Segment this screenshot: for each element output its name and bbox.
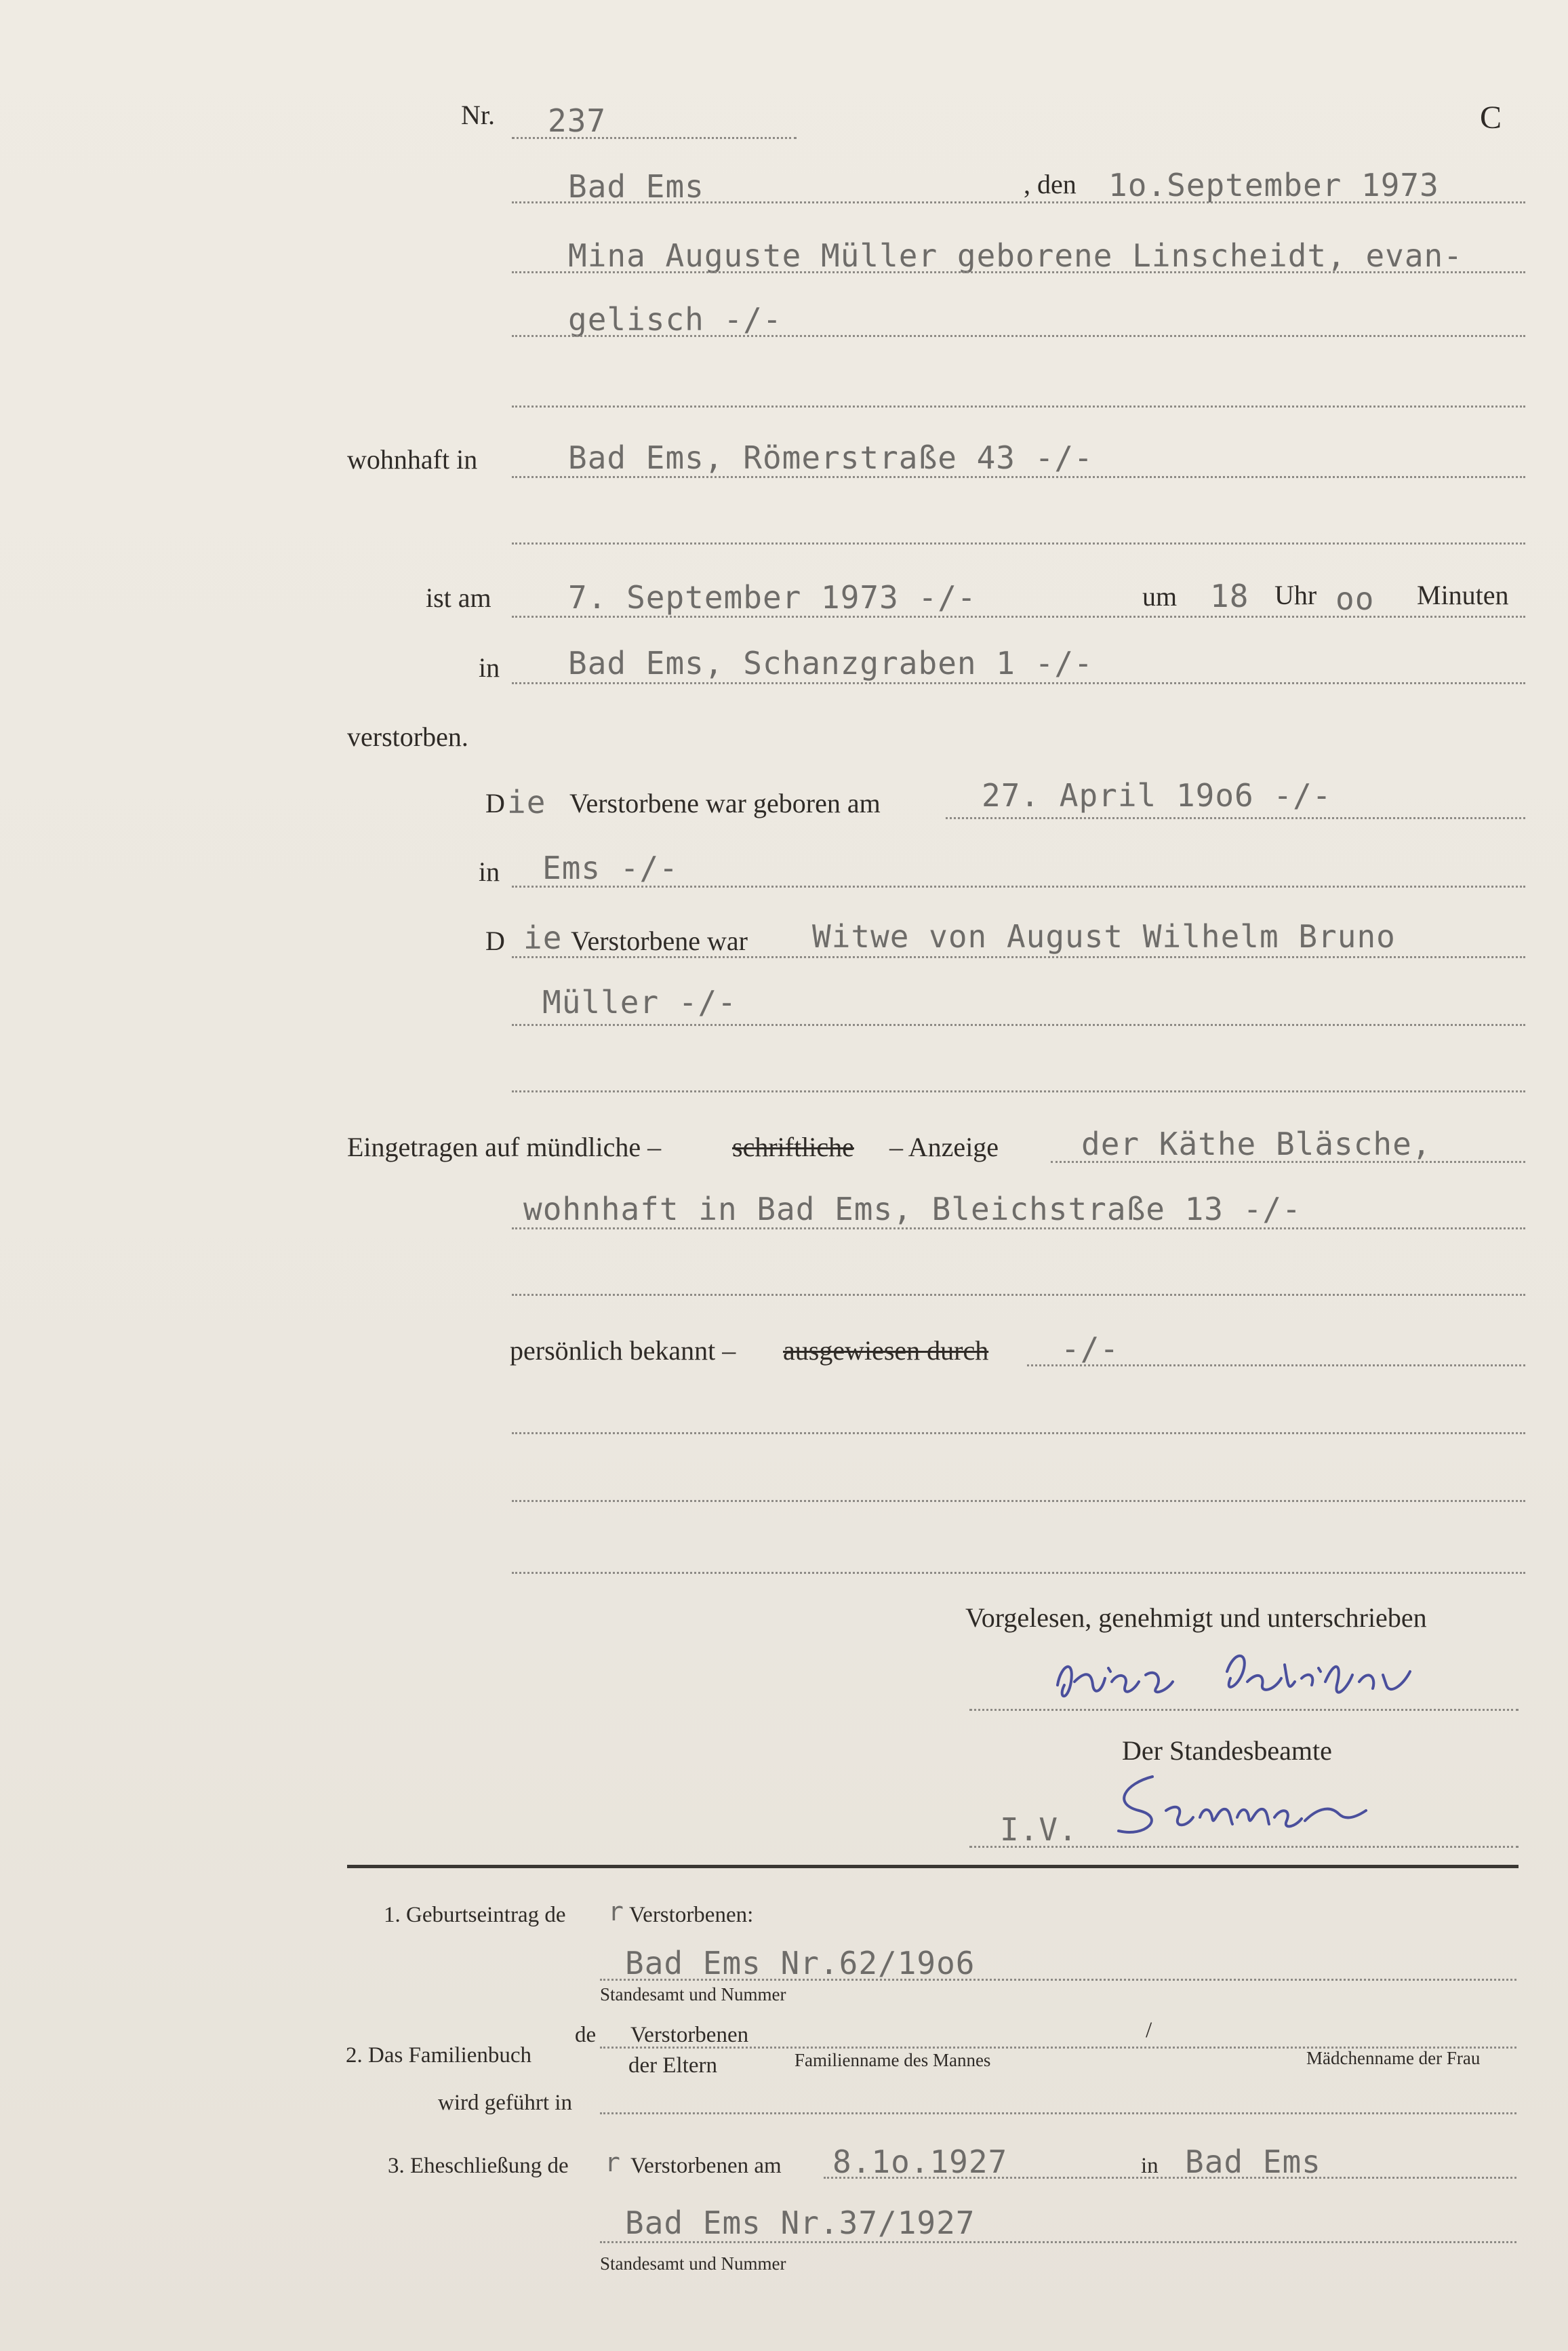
note2-label: 2. Das Familienbuch	[346, 2043, 532, 2068]
death-minutes: oo	[1335, 580, 1375, 617]
line-residence2	[512, 542, 1525, 545]
eingetragen-label: Eingetragen auf mündliche –	[347, 1132, 662, 1162]
line-deathplace	[512, 682, 1525, 684]
verstorben-label: verstorben.	[347, 722, 468, 752]
line-status1	[512, 956, 1525, 958]
line-note2b	[600, 2112, 1516, 2114]
marriage-date: 8.1o.1927	[832, 2143, 1008, 2180]
note2-eltern: der Eltern	[628, 2053, 718, 2078]
bekannt-value: -/-	[1061, 1330, 1120, 1367]
nr-line	[512, 137, 797, 139]
standesbeamte-label: Der Standesbeamte	[1122, 1735, 1332, 1766]
status-line2: Müller -/-	[542, 984, 737, 1021]
caption-standesamt-2: Standesamt und Nummer	[600, 2253, 786, 2274]
marriage-place: Bad Ems	[1185, 2143, 1321, 2180]
in-label: in	[479, 652, 500, 683]
informant-line2: wohnhaft in Bad Ems, Bleichstraße 13 -/-	[523, 1191, 1302, 1227]
line-blank3	[512, 1572, 1525, 1574]
d2-letter: D	[485, 926, 505, 956]
line-name2	[512, 335, 1525, 337]
war-label: Verstorbene war	[571, 926, 748, 956]
official-signature	[1098, 1763, 1451, 1851]
d1-suffix: ie	[507, 784, 546, 821]
line-blank1	[512, 1432, 1525, 1434]
line-note1	[600, 1979, 1516, 1981]
iv-label: I.V.	[1000, 1811, 1078, 1848]
marriage-register-value: Bad Ems Nr.37/1927	[625, 2205, 976, 2241]
line-place	[512, 201, 1525, 203]
line-deathdate	[512, 616, 1525, 618]
note1-label: 1. Geburtseintrag de	[384, 1903, 566, 1927]
line-status3	[512, 1090, 1525, 1092]
line-informant2	[512, 1227, 1525, 1229]
uhr-label: Uhr	[1274, 580, 1317, 610]
line-status2	[512, 1024, 1525, 1026]
line-blank2	[512, 1500, 1525, 1502]
caption-maedchenname: Mädchenname der Frau	[1306, 2048, 1481, 2068]
note3-suffix: r	[605, 2148, 621, 2177]
residence-value: Bad Ems, Römerstraße 43 -/-	[568, 439, 1093, 476]
den-label: , den	[1024, 169, 1077, 199]
d1-letter: D	[485, 788, 505, 818]
caption-standesamt-1: Standesamt und Nummer	[600, 1984, 786, 2004]
entry-place: Bad Ems	[568, 168, 704, 205]
birth-date: 27. April 19o6 -/-	[982, 777, 1332, 814]
nr-value: 237	[548, 102, 607, 139]
line-informant3	[512, 1294, 1525, 1296]
anzeige-label: – Anzeige	[889, 1132, 999, 1162]
line-bekannt	[1027, 1364, 1525, 1366]
deceased-name-line1: Mina Auguste Müller geborene Linscheidt, evan-	[568, 237, 1463, 274]
line-name1	[512, 271, 1525, 273]
line-informant1	[1051, 1161, 1525, 1163]
line-note3b	[600, 2241, 1516, 2243]
minuten-label: Minuten	[1417, 580, 1509, 610]
note3-in: in	[1141, 2154, 1159, 2178]
status-line1: Witwe von August Wilhelm Bruno	[812, 918, 1396, 955]
note1-label2: Verstorbenen:	[629, 1903, 754, 1927]
birth-place: Ems -/-	[542, 850, 679, 886]
ist-am-label: ist am	[426, 582, 491, 613]
line-birthdate	[946, 817, 1525, 819]
nr-label: Nr.	[461, 100, 495, 130]
death-date: 7. September 1973 -/-	[568, 579, 977, 616]
deceased-name-line2: gelisch -/-	[568, 301, 782, 338]
d2-suffix: ie	[523, 920, 563, 956]
line-residence	[512, 476, 1525, 478]
line-name3	[512, 406, 1525, 408]
entry-date: 1o.September 1973	[1108, 167, 1439, 203]
schriftliche-label: schriftliche	[732, 1132, 854, 1162]
form-letter: C	[1480, 100, 1502, 136]
wohnhaft-label: wohnhaft in	[347, 444, 478, 475]
caption-familienname: Familienname des Mannes	[795, 2050, 991, 2070]
line-birthplace	[512, 886, 1525, 888]
born-label: Verstorbene war geboren am	[569, 788, 881, 818]
line-sig2	[969, 1846, 1519, 1848]
note2-wird: wird geführt in	[438, 2091, 572, 2115]
death-hour: 18	[1210, 578, 1249, 614]
note3-label: 3. Eheschließung de	[388, 2154, 569, 2178]
informant-line1: der Käthe Bläsche,	[1081, 1126, 1432, 1162]
ausgewiesen-label: ausgewiesen durch	[783, 1335, 989, 1366]
line-note3a	[824, 2177, 1516, 2179]
in-label-2: in	[479, 856, 500, 887]
bekannt-label: persönlich bekannt –	[510, 1335, 736, 1366]
section-divider	[347, 1865, 1519, 1868]
line-sig1	[969, 1709, 1519, 1711]
birth-register-value: Bad Ems Nr.62/19o6	[625, 1945, 976, 1981]
note2-de: de	[575, 2023, 597, 2047]
informant-signature	[1044, 1644, 1478, 1719]
note2-verstorbenen: Verstorbenen	[630, 2023, 749, 2047]
um-label: um	[1142, 581, 1178, 612]
note2-slash: /	[1146, 2018, 1152, 2042]
note3-label2: Verstorbenen am	[630, 2154, 782, 2178]
vorgelesen-label: Vorgelesen, genehmigt und unterschrieben	[965, 1602, 1427, 1633]
death-place: Bad Ems, Schanzgraben 1 -/-	[568, 645, 1093, 681]
note1-suffix: r	[608, 1897, 624, 1927]
